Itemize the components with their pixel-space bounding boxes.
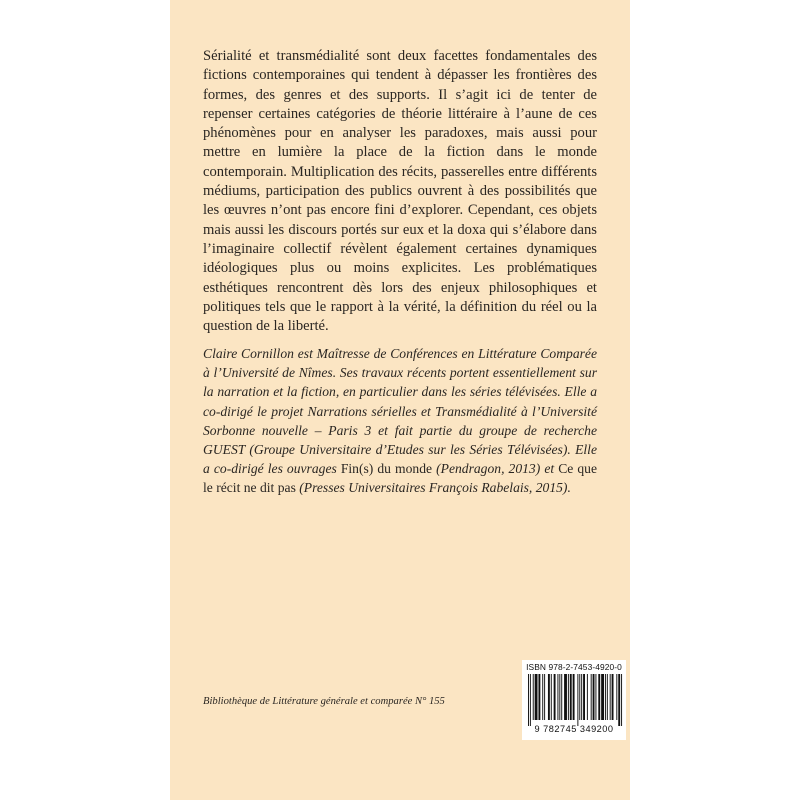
bio-text-1: Claire Cornillon est Maîtresse de Conférences en Littérature Comparée à l’Université de Nîmes. Ses travaux récents portent essentiellement sur la narration et la fiction, en particulier dans les séries télévisées. Elle a co-dirigé le projet Narrations sérielles et Transmédialité à l’Université Sorbonne nouvelle – Paris 3 et fait partie du groupe de recherche GUEST (Groupe Universitaire d’Etudes sur les Séries Télévisées). Elle a co-dirigé les ouvrages [203,346,597,477]
barcode-digits: 9 782745 349200 [534,724,614,734]
barcode-box [522,660,626,740]
barcode-bar [601,674,604,720]
barcode-bar [583,674,585,720]
author-bio [203,344,597,498]
back-cover [170,0,630,800]
barcode-bar [595,674,596,720]
barcode-bar [587,674,588,720]
barcode-bar [568,674,569,720]
barcode-bar [544,674,545,720]
barcode-bar [621,674,622,726]
barcode-icon [522,674,626,726]
barcode-bar [598,674,600,720]
barcode-bar [528,674,529,726]
bio-text-2: (Pendragon, 2013) et [432,461,559,477]
barcode-bar [564,674,567,720]
barcode-bar [559,674,560,720]
barcode-bar [570,674,572,720]
series-line: Bibliothèque de Littérature générale et comparée N° 155 [203,696,445,707]
barcode-bar [577,674,578,726]
barcode-bar [618,674,620,726]
bio-text-3: (Presses Universitaires François Rabelais, 2015). [295,480,571,496]
barcode-bar [612,674,614,720]
barcode-bar [535,674,538,720]
isbn-label: ISBN 978-2-7453-4920-0 [526,662,622,672]
barcode-bar [593,674,595,720]
barcode-bar [548,674,550,720]
barcode-bar [605,674,606,720]
barcode-bar [533,674,534,720]
barcode-bar [610,674,611,720]
barcode-bar [542,674,543,720]
bio-book-title-2: Ce que le récit ne dit pas [203,461,597,496]
barcode-bar [538,674,540,720]
barcode-bar [581,674,582,720]
barcode-bar [616,674,617,720]
barcode-bar [551,674,552,720]
barcode-bar [561,674,562,720]
barcode-bar [607,674,608,720]
barcode-bar [591,674,592,720]
barcode-bar [554,674,556,720]
barcode-bar [530,674,531,726]
barcode-bar [557,674,558,720]
barcode-bar [573,674,575,720]
bio-book-title-1: Fin(s) du monde [340,461,433,477]
barcode-bar [579,674,580,720]
book-summary: Sérialité et transmédialité sont deux facettes fondamentales des fictions contemporaines qui tendent à dépasser les frontières des formes, des genres et des supports. Il s’agit ici de tenter de repenser certaines catégories de théorie littéraire à l’aune de ces phénomènes pour en analyser les paradoxes, mais aussi pour mettre en lumière la place de la fiction dans le monde contemporain. Multiplication des récits, passerelles entre différents médiums, participation des publics ouvrent à des possibilités que les œuvres n’ont pas encore fini d’explorer. Cependant, ces objets mais aussi les discours portés sur eux et la doxa qui s’élabore dans l’imaginaire collectif révèlent également certaines dynamiques idéologiques plus ou moins explicites. Les problématiques esthétiques rencontrent dès lors des enjeux philosophiques et politiques tels que le rapport à la vérité, la définition du réel ou la question de la liberté. [203,48,597,335]
